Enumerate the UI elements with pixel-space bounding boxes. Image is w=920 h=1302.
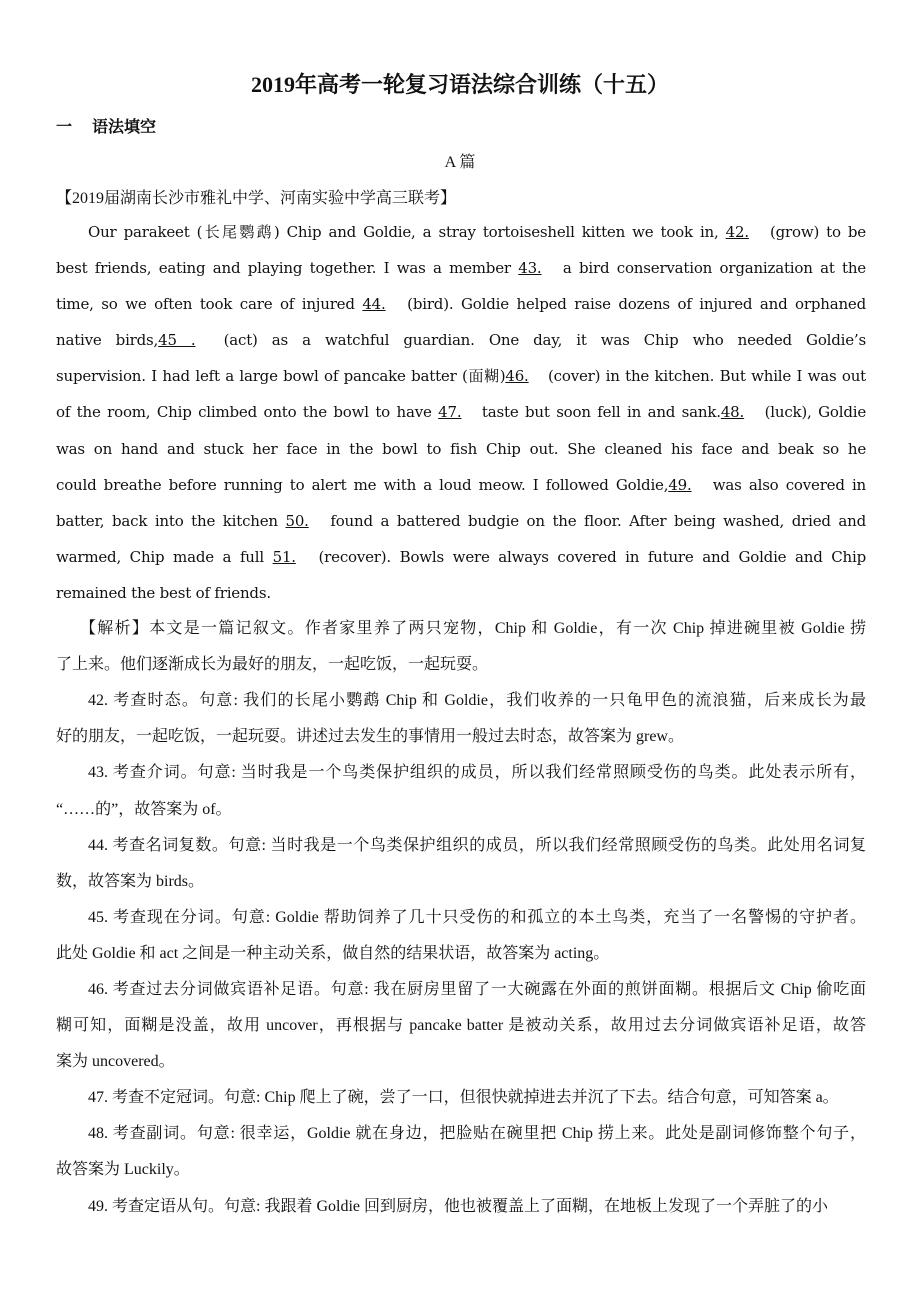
analysis-line: “……的”，故答案为 of。 xyxy=(56,800,232,818)
analysis-line: 42. 考查时态。句意: 我们的长尾小鹦鹉 Chip 和 Goldie，我们收养的一只龟甲色的流浪猫，后来成长为最 xyxy=(88,692,866,710)
analysis-line: 案为 uncovered。 xyxy=(56,1053,175,1071)
analysis-line: 糊可知，面糊是没盖，故用 uncover，再根据与 pancake batter 是被动关系，故用过去分词做宾语补足语，故答 xyxy=(56,1017,866,1035)
passage-text: native birds, xyxy=(56,331,159,350)
part-heading: A 篇 xyxy=(444,154,476,171)
passage-text: of the room, Chip climbed onto the bowl to have xyxy=(56,403,439,422)
passage-line xyxy=(56,503,866,539)
passage-text: (cover) in the kitchen. But while I was out xyxy=(542,367,866,386)
analysis-line: 45. 考查现在分词。句意: Goldie 帮助饲养了几十只受伤的和孤立的本土鸟类，充当了一名警惕的守护者。 xyxy=(88,908,866,926)
answer-blank: 49. xyxy=(668,475,692,494)
answer-blank: 42. xyxy=(725,223,749,241)
passage-text: was on hand and stuck her face in the bowl to fish Chip out. She cleaned his face and beak so he xyxy=(56,439,866,458)
answer-blank: 43. xyxy=(518,259,542,278)
analysis-line: 44. 考查名词复数。句意: 当时我是一个鸟类保护组织的成员，所以我们经常照顾受伤的鸟类。此处用名词复 xyxy=(88,836,866,854)
analysis-summary-line: 【解析】本文是一篇记叙文。作者家里养了两只宠物，Chip 和 Goldie，有一次 Chip 掉进碗里被 Goldie 捞 xyxy=(80,620,866,638)
passage-text: (bird). Goldie helped raise dozens of injured and orphaned xyxy=(399,295,866,314)
passage-text: taste but soon fell in and sank. xyxy=(475,403,721,422)
section-number: 一 xyxy=(56,119,73,136)
passage-text: batter, back into the kitchen xyxy=(56,511,286,530)
analysis-line: 了上来。他们逐渐成长为最好的朋友，一起吃饭，一起玩耍。 xyxy=(56,656,489,674)
analysis-line: 数，故答案为 birds。 xyxy=(56,872,205,890)
passage-line xyxy=(56,394,866,430)
answer-blank: 50. xyxy=(285,511,309,530)
source-note: 【2019届湖南长沙市雅礼中学、河南实验中学高三联考】 xyxy=(56,190,457,207)
section-heading xyxy=(56,114,156,137)
passage-text: (act) as a watchful guardian. One day, it was Chip who needed Goldie’s xyxy=(209,331,866,350)
passage-line xyxy=(56,431,866,467)
passage-text: time, so we often took care of injured xyxy=(56,295,363,314)
passage-line xyxy=(56,214,866,250)
answer-blank: 45 . xyxy=(158,331,196,350)
passage-text: remained the best of friends. xyxy=(56,583,271,602)
passage-text: a bird conservation organization at the xyxy=(555,259,866,278)
analysis-line: 故答案为 Luckily。 xyxy=(56,1161,190,1179)
passage-line xyxy=(56,286,866,322)
passage-text: warmed, Chip made a full xyxy=(56,547,273,566)
answer-blank: 46. xyxy=(505,367,529,386)
document-body xyxy=(56,214,866,1225)
analysis-line: 48. 考查副词。句意: 很幸运，Goldie 就在身边，把脸贴在碗里把 Chip 捞上来。此处是副词修饰整个句子， xyxy=(88,1125,866,1143)
passage-line xyxy=(56,539,866,575)
analysis-line: 好的朋友，一起吃饭，一起玩耍。讲述过去发生的事情用一般过去时态，故答案为 grew。 xyxy=(56,728,684,746)
passage-line xyxy=(56,322,866,358)
passage-text: (luck), Goldie xyxy=(758,403,867,422)
analysis xyxy=(56,611,866,1225)
passage-line xyxy=(56,467,866,503)
passage-line xyxy=(56,575,866,611)
passage-text: best friends, eating and playing together. I was a member xyxy=(56,259,519,278)
passage xyxy=(56,214,866,611)
passage-text: supervision. I had left a large bowl of pancake batter (面糊) xyxy=(56,367,506,386)
section-label: 语法填空 xyxy=(92,119,157,136)
answer-blank: 48. xyxy=(720,403,745,422)
document-title: 2019年高考一轮复习语法综合训练（十五） xyxy=(250,72,669,97)
passage-line xyxy=(56,250,866,286)
passage-text: (recover). Bowls were always covered in future and Goldie and Chip xyxy=(309,547,866,566)
analysis-line: 47. 考查不定冠词。句意: Chip 爬上了碗，尝了一口，但很快就掉进去并沉了下去。结合句意，可知答案 a。 xyxy=(88,1089,839,1107)
answer-blank: 44. xyxy=(362,295,386,314)
passage-text: was also covered in xyxy=(705,475,866,494)
analysis-line: 46. 考查过去分词做宾语补足语。句意: 我在厨房里留了一大碗露在外面的煎饼面糊。根据后文 Chip 偷吃面 xyxy=(88,980,866,998)
passage-text: (grow) to be xyxy=(762,223,866,241)
passage-text: Our parakeet (长尾鹦鹉) Chip and Goldie, a stray tortoiseshell kitten we took in, xyxy=(88,223,726,241)
analysis-line: 49. 考查定语从句。句意: 我跟着 Goldie 回到厨房，他也被覆盖上了面糊，在地板上发现了一个弄脏了的小 xyxy=(88,1197,828,1215)
analysis-line: 此处 Goldie 和 act 之间是一种主动关系，做自然的结果状语，故答案为 acting。 xyxy=(56,944,610,962)
answer-blank: 51. xyxy=(272,547,296,566)
analysis-line: 43. 考查介词。句意: 当时我是一个鸟类保护组织的成员，所以我们经常照顾受伤的鸟类。此处表示所有， xyxy=(88,764,866,782)
answer-blank: 47. xyxy=(438,403,462,422)
passage-line xyxy=(56,358,866,394)
passage-text: could breathe before running to alert me with a loud meow. I followed Goldie, xyxy=(56,475,669,494)
passage-text: found a battered budgie on the floor. After being washed, dried and xyxy=(322,511,866,530)
